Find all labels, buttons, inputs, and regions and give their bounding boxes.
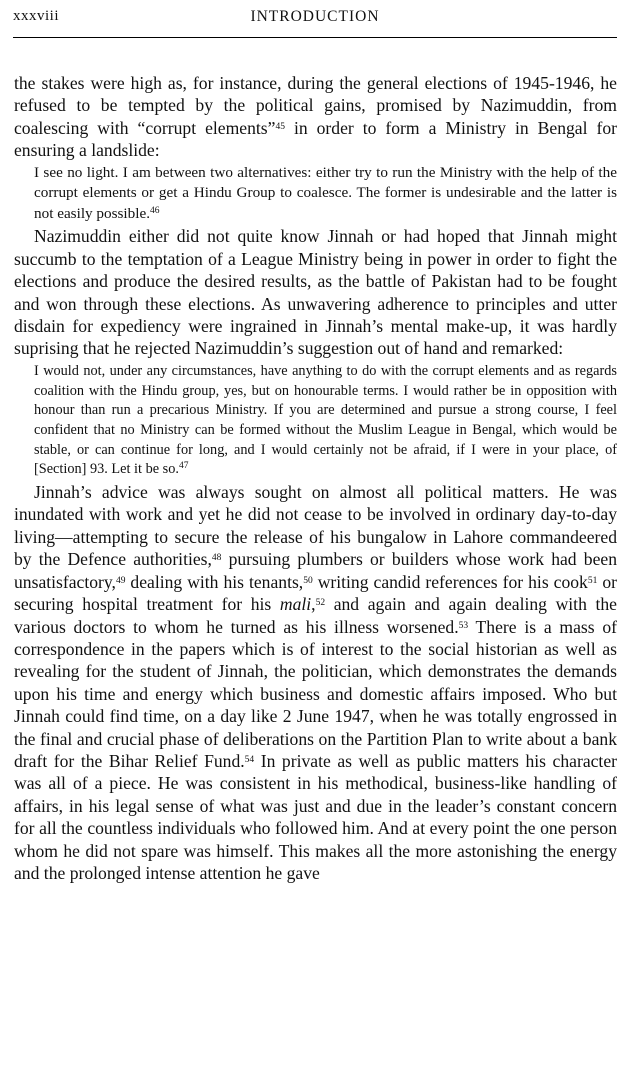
footnote-ref-52: 52 <box>315 597 326 608</box>
paragraph-3-text-3: dealing with his tenants, <box>125 571 304 592</box>
paragraph-1-text-1: the stakes were high as, for instance, during the general elections of 1945-1946, he refused to be tempted by the political gains, promised by Nazimuddin, from coalescing with “corrupt elements” <box>14 73 617 138</box>
paragraph-3-text-7: and again and again dealing with the various doctors to whom he turned as his illness worsened. <box>14 594 617 637</box>
footnote-ref-46: 46 <box>150 205 160 216</box>
paragraph-3-text-8: There is a mass of correspondence in the papers which is of interest to the social historian as well as revealing for the student of Jinnah, the politician, which demonstrates the demands upon his time and energy which business and domestic affairs imposed. Who but Jinnah could find time, on a day like 2 June 1947, when he was totally engrossed in the final and crucial phase of deliberations on the Partition Plan to write about a bank draft for the Bihar Relief Fund. <box>14 616 617 771</box>
block-quote-2 <box>14 362 617 480</box>
paragraph-1 <box>14 72 617 162</box>
footnote-ref-50: 50 <box>303 575 313 586</box>
footnote-ref-45: 45 <box>275 121 285 132</box>
block-quote-1-text: I see no light. I am between two alternatives: either try to run the Ministry with the help of the corrupt elements or get a Hindu Group to coalesce. The former is undesirable and the latter is not easily possible. <box>34 163 617 222</box>
paragraph-2: Nazimuddin either did not quite know Jinnah or had hoped that Jinnah might succumb to the temptation of a League Ministry being in power in order to fight the elections and produce the desired results, as the battle of Pakistan had to be fought and won through these elections. As unwavering adherence to principles and utter disdain for expediency were ingrained in Jinnah’s mental make-up, it was hardly suprising that he rejected Nazimuddin’s suggestion out of hand and remarked: <box>14 226 617 359</box>
paragraph-3-text-6: , <box>311 594 316 615</box>
paragraph-3-text-9: In private as well as public matters his character was all of a piece. He was consistent in his methodical, business-like handling of affairs, in his legal sense of what was just and due in the leader’s constant concern for all the countless individuals who followed him. And at every point the one person whom he did not spare was himself. This makes all the more astonishing the energy and the prolonged intense attention he gave <box>14 750 617 883</box>
paragraph-3-text-5: or securing hospital treatment for his <box>14 571 617 615</box>
paragraph-3-text-4: writing candid references for his cook <box>312 571 588 592</box>
body-text <box>14 72 617 884</box>
paragraph-3-text-1: Jinnah’s advice was always sought on almost all political matters. He was inundated with work and yet he did not cease to be involved in ordinary day-to-day living—attempting to secure the release of his bungalow in Lahore commandeered by the Defence authorities, <box>14 482 617 570</box>
paragraph-3-text-2: pursuing plumbers or builders whose work had been unsatisfactory, <box>14 549 617 592</box>
header-rule <box>13 37 617 38</box>
paragraph-3 <box>14 481 617 884</box>
footnote-ref-54: 54 <box>244 754 255 765</box>
page-header <box>13 6 617 34</box>
footnote-ref-47: 47 <box>178 461 189 472</box>
mali-italic: mali <box>279 594 312 615</box>
footnote-ref-48: 48 <box>211 553 222 564</box>
block-quote-1 <box>14 163 617 225</box>
paragraph-1-text-2: in order to form a Ministry in Bengal for ensuring a landslide: <box>14 117 617 161</box>
block-quote-2-text: I would not, under any circumstances, have anything to do with the corrupt elements and as regards coalition with the Hindu group, yes, but on honourable terms. I would rather be in opposition with honour than run a precarious Ministry. If you are determined and pursue a strong course, I feel confident that no Ministry can be formed without the Muslim League in Bengal, which would be stable, or can continue for long, and I would certainly not be afraid, if I were in your place, of [Section] 93. Let it be so. <box>34 362 617 478</box>
page-number: xxxviii <box>13 8 60 24</box>
footnote-ref-49: 49 <box>115 575 126 586</box>
running-title: INTRODUCTION <box>250 8 380 25</box>
footnote-ref-51: 51 <box>587 575 598 586</box>
footnote-ref-53: 53 <box>458 620 469 631</box>
